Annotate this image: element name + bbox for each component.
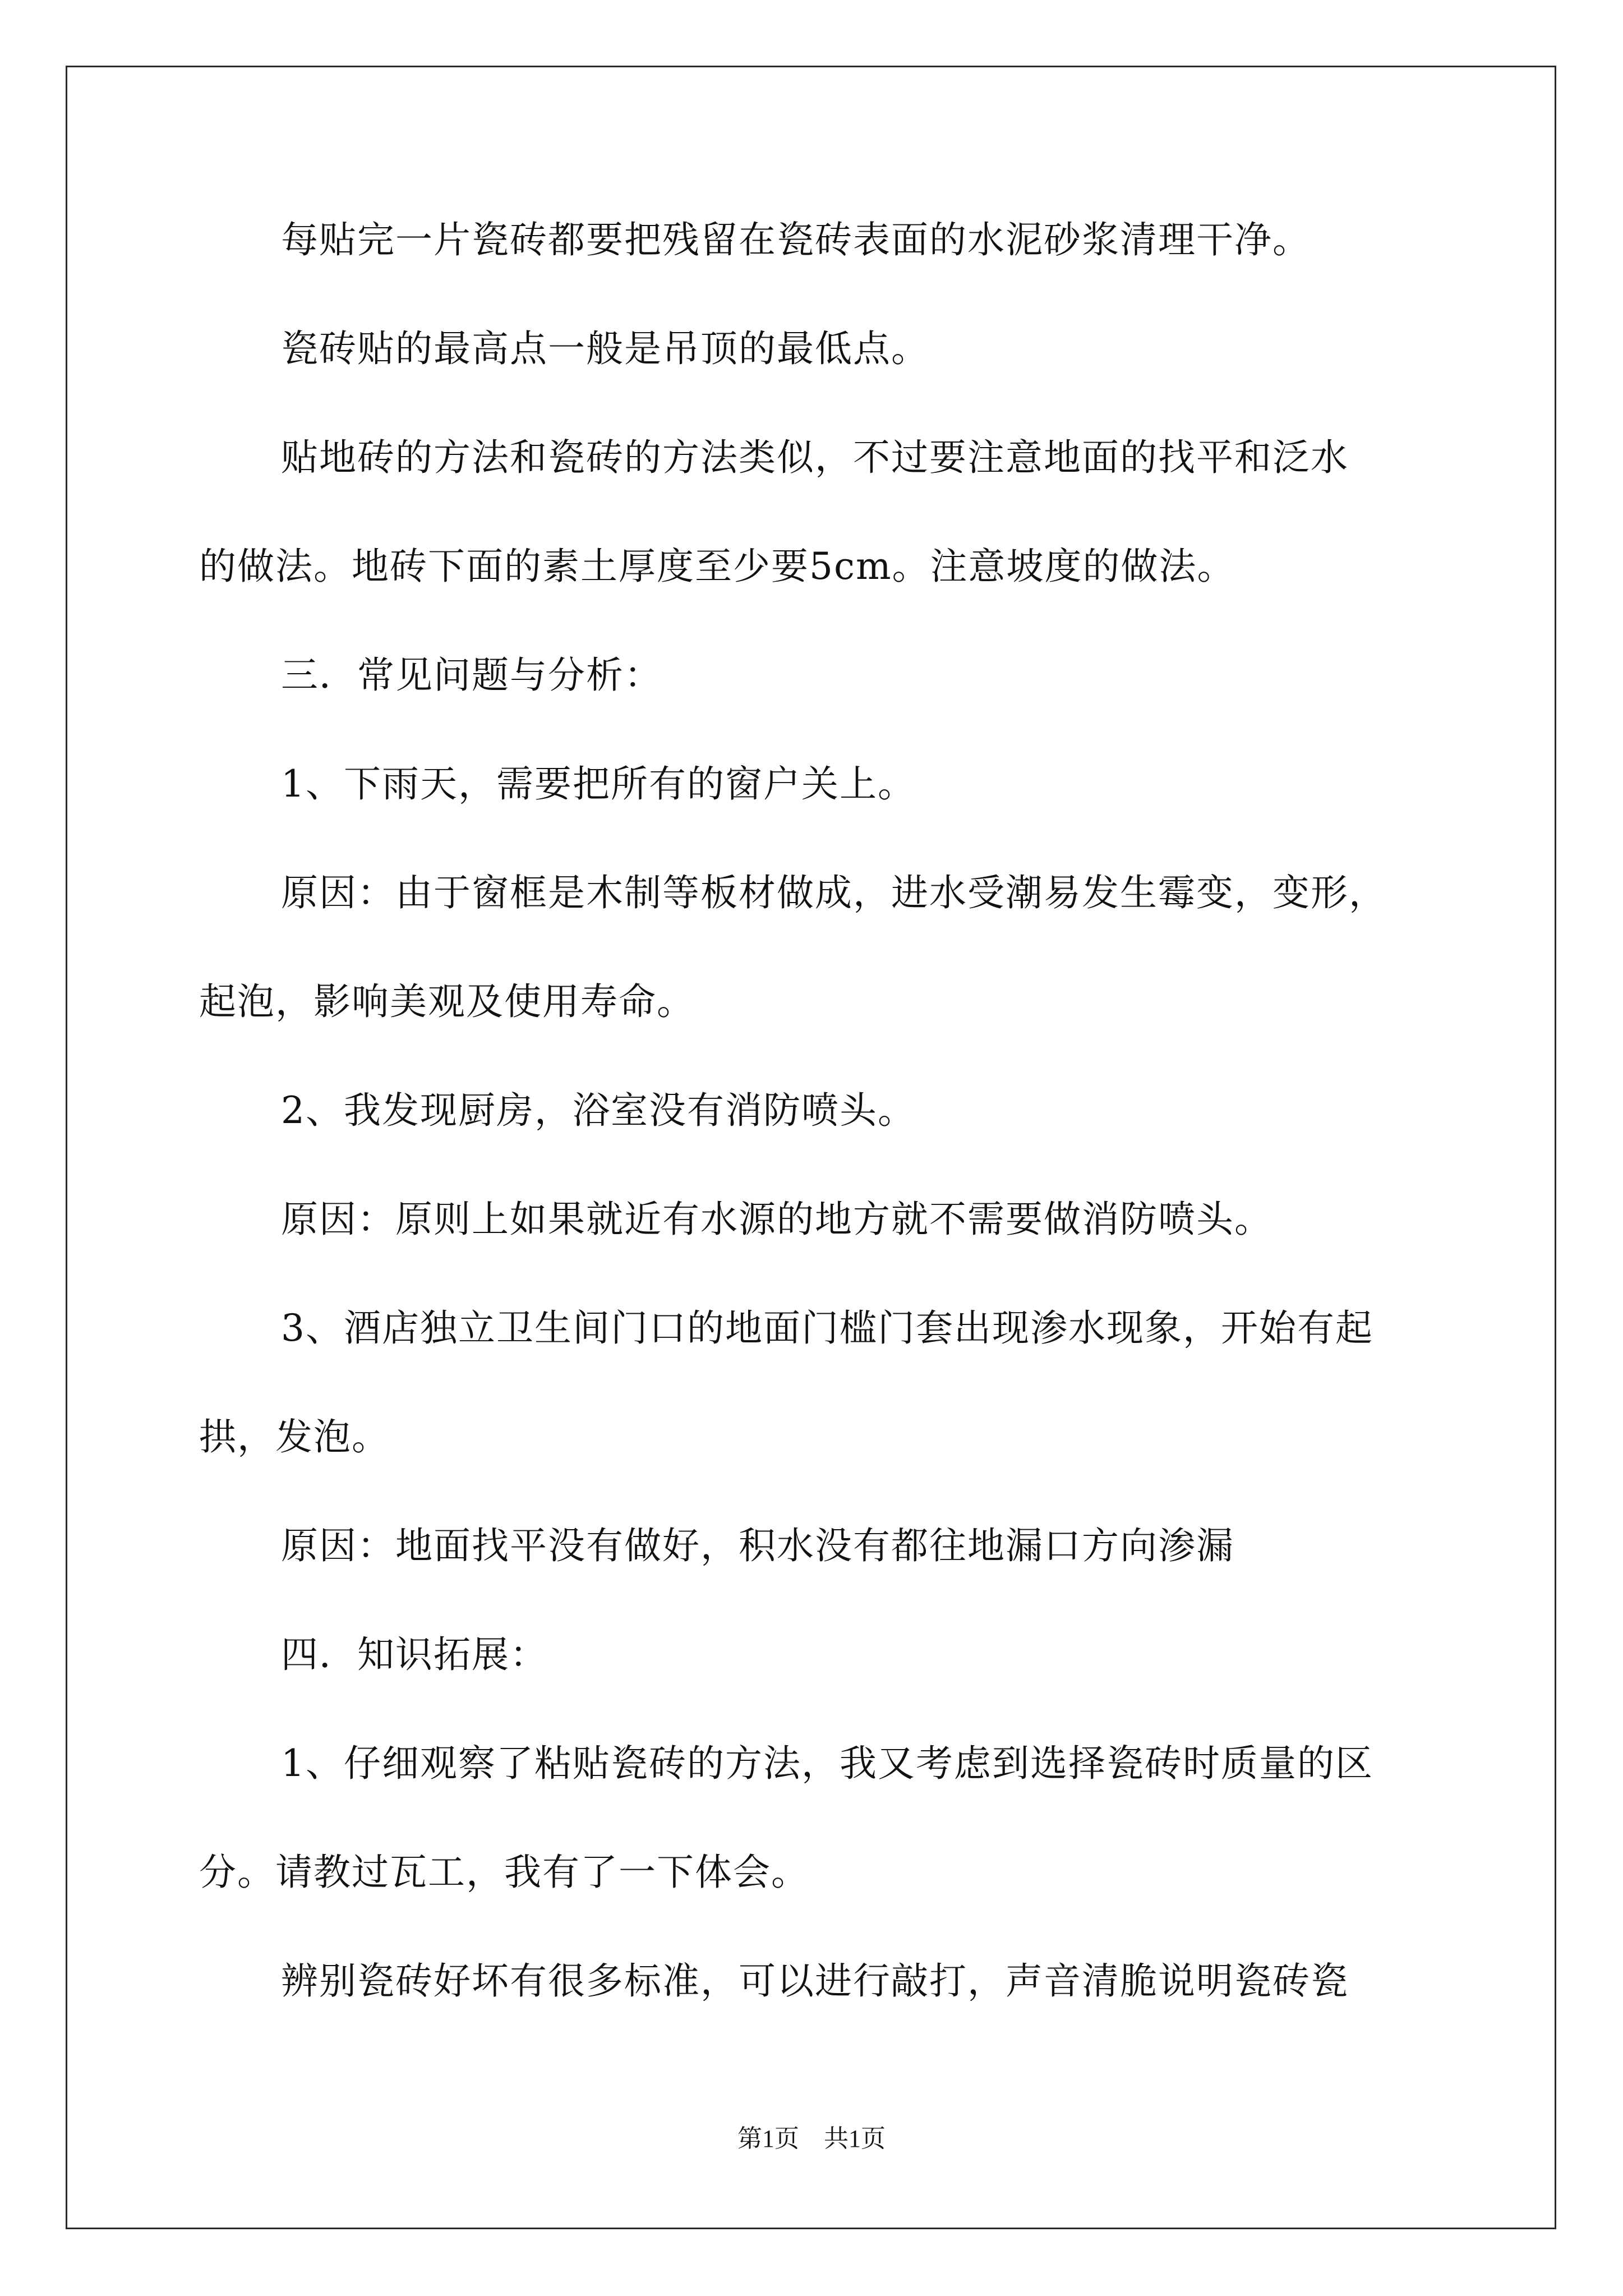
section-heading: 四．知识拓展： bbox=[281, 1633, 548, 1676]
paragraph-line: 1、仔细观察了粘贴瓷砖的方法，我又考虑到选择瓷砖时质量的区 bbox=[281, 1742, 1373, 1785]
paragraph-line: 起泡，影响美观及使用寿命。 bbox=[199, 980, 695, 1023]
paragraph-line: 瓷砖贴的最高点一般是吊顶的最低点。 bbox=[281, 327, 929, 370]
paragraph-line: 1、下雨天，需要把所有的窗户关上。 bbox=[281, 762, 916, 806]
paragraph-line: 辨别瓷砖好坏有很多标准，可以进行敲打，声音清脆说明瓷砖瓷 bbox=[281, 1959, 1349, 2003]
paragraph-line: 3、酒店独立卫生间门口的地面门槛门套出现渗水现象，开始有起 bbox=[281, 1306, 1373, 1350]
section-heading: 三．常见问题与分析： bbox=[281, 654, 662, 697]
paragraph-line: 原因：原则上如果就近有水源的地方就不需要做消防喷头。 bbox=[281, 1198, 1272, 1241]
paragraph-line: 原因：地面找平没有做好，积水没有都往地漏口方向渗漏 bbox=[281, 1524, 1234, 1567]
paragraph-line: 的做法。地砖下面的素土厚度至少要5cm。注意坡度的做法。 bbox=[199, 545, 1235, 588]
paragraph-line: 2、我发现厨房，浴室没有消防喷头。 bbox=[281, 1089, 916, 1132]
page-border bbox=[66, 66, 1556, 2229]
paragraph-line: 分。请教过瓦工，我有了一下体会。 bbox=[199, 1851, 809, 1894]
paragraph-line: 拱，发泡。 bbox=[199, 1415, 390, 1458]
page-number-footer: 第1页 共1页 bbox=[737, 2125, 886, 2152]
paragraph-line: 原因：由于窗框是木制等板材做成，进水受潮易发生霉变，变形， bbox=[281, 871, 1387, 914]
paragraph-line: 每贴完一片瓷砖都要把残留在瓷砖表面的水泥砂浆清理干净。 bbox=[281, 218, 1311, 261]
paragraph-line: 贴地砖的方法和瓷砖的方法类似，不过要注意地面的找平和泛水 bbox=[281, 436, 1349, 479]
